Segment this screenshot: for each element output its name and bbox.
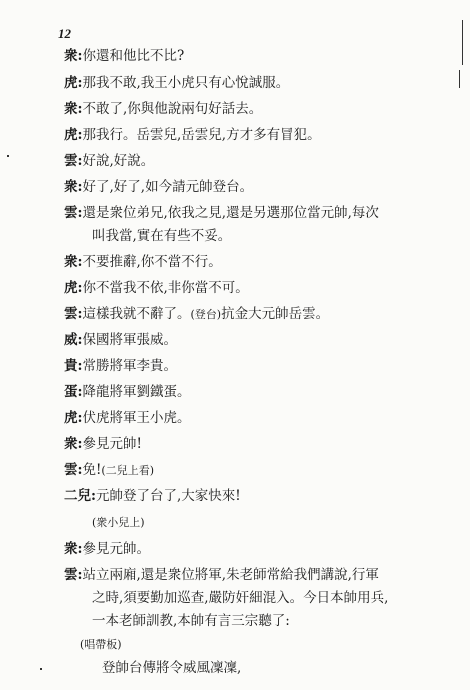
dialogue-text: 降龍將軍劉鐵蛋。 bbox=[82, 384, 191, 400]
dialogue-text: 那我不敢,我王小虎只有心悅誠服。 bbox=[82, 75, 290, 91]
dialogue-text: 還是衆位弟兄,依我之見,還是另選那位當元帥,每次 bbox=[82, 205, 379, 221]
dialogue-text: 常勝將軍李貴。 bbox=[82, 358, 177, 374]
dialogue-line bbox=[64, 205, 379, 221]
dialogue-line bbox=[64, 75, 289, 91]
dialogue-line bbox=[64, 541, 150, 557]
speaker-label: 虎: bbox=[64, 280, 83, 296]
speaker-label: 衆: bbox=[64, 101, 83, 117]
dialogue-line bbox=[64, 127, 321, 143]
dialogue-line bbox=[64, 462, 154, 479]
dialogue-line bbox=[64, 358, 177, 374]
speaker-label: 衆: bbox=[64, 254, 83, 270]
dialogue-text: 你還和他比不比? bbox=[82, 48, 185, 64]
speaker-label: 虎: bbox=[64, 127, 83, 143]
dialogue-line bbox=[64, 280, 249, 296]
stage-note: (登台) bbox=[190, 308, 222, 321]
dialogue-text: 站立兩廂,還是衆位將軍,朱老師常給我們講說,行軍 bbox=[82, 567, 379, 583]
scan-edge-mark bbox=[459, 70, 460, 88]
dialogue-text: 抗金大元帥岳雲。 bbox=[221, 306, 330, 322]
speaker-label: 虎: bbox=[64, 75, 83, 91]
speaker-label: 雲: bbox=[64, 153, 83, 169]
dialogue-line bbox=[64, 48, 184, 64]
speaker-label: 雲: bbox=[64, 462, 83, 478]
speaker-label: 貴: bbox=[64, 358, 83, 374]
speaker-label: 衆: bbox=[64, 48, 83, 64]
speaker-label: 雲: bbox=[64, 306, 83, 322]
dialogue-line bbox=[64, 567, 379, 583]
dialogue-line bbox=[64, 101, 262, 117]
dialogue-text: 你不當我不依,非你當不可。 bbox=[82, 280, 249, 296]
dialogue-continuation: 之時,須要勤加巡查,嚴防奸細混入。今日本帥用兵, bbox=[92, 590, 389, 606]
dialogue-text: 元帥登了台了,大家快來! bbox=[95, 488, 241, 504]
dialogue-text: 好了,好了,如今請元帥登台。 bbox=[82, 179, 254, 195]
speaker-label: 衆: bbox=[64, 436, 83, 452]
stage-note: (二兒上看) bbox=[101, 464, 155, 477]
dialogue-line bbox=[64, 254, 222, 270]
speaker-label: 雲: bbox=[64, 205, 83, 221]
scan-speck bbox=[7, 155, 9, 157]
speaker-label: 衆: bbox=[64, 541, 83, 557]
stage-direction: (衆小兒上) bbox=[92, 516, 145, 529]
dialogue-text: 伏虎將軍王小虎。 bbox=[82, 410, 191, 426]
scan-speck bbox=[40, 668, 42, 670]
dialogue-text: 參見元帥。 bbox=[82, 541, 150, 557]
dialogue-text: 好說,好說。 bbox=[82, 153, 155, 169]
dialogue-continuation: 叫我當,實在有些不妥。 bbox=[92, 228, 232, 244]
dialogue-continuation: 一本老師訓教,本帥有言三宗聽了: bbox=[92, 613, 290, 629]
dialogue-line bbox=[64, 332, 177, 348]
dialogue-line bbox=[64, 488, 241, 504]
speaker-label: 衆: bbox=[64, 179, 83, 195]
stage-direction: (唱帶板) bbox=[80, 638, 122, 651]
verse-line: 登帥台傳將令威風凜凜, bbox=[102, 660, 242, 676]
page-number: 12 bbox=[58, 26, 71, 41]
dialogue-line bbox=[64, 153, 154, 169]
speaker-label: 蛋: bbox=[64, 384, 83, 400]
dialogue-text: 參見元帥! bbox=[82, 436, 142, 452]
dialogue-line bbox=[64, 410, 190, 426]
dialogue-text: 免! bbox=[82, 462, 102, 478]
dialogue-line bbox=[64, 384, 190, 400]
dialogue-line bbox=[64, 179, 253, 195]
dialogue-line bbox=[64, 436, 142, 452]
scan-edge-mark bbox=[462, 20, 463, 65]
dialogue-text: 不要推辭,你不當不行。 bbox=[82, 254, 222, 270]
dialogue-text: 保國將軍張威。 bbox=[82, 332, 177, 348]
dialogue-line bbox=[64, 306, 329, 323]
dialogue-text: 那我行。岳雲兒,岳雲兒,方才多有冒犯。 bbox=[82, 127, 321, 143]
dialogue-text: 這樣我就不辭了。 bbox=[82, 306, 191, 322]
speaker-label: 雲: bbox=[64, 567, 83, 583]
speaker-label: 二兒: bbox=[64, 488, 96, 504]
dialogue-text: 不敢了,你與他說兩句好話去。 bbox=[82, 101, 263, 117]
speaker-label: 虎: bbox=[64, 410, 83, 426]
speaker-label: 威: bbox=[64, 332, 83, 348]
